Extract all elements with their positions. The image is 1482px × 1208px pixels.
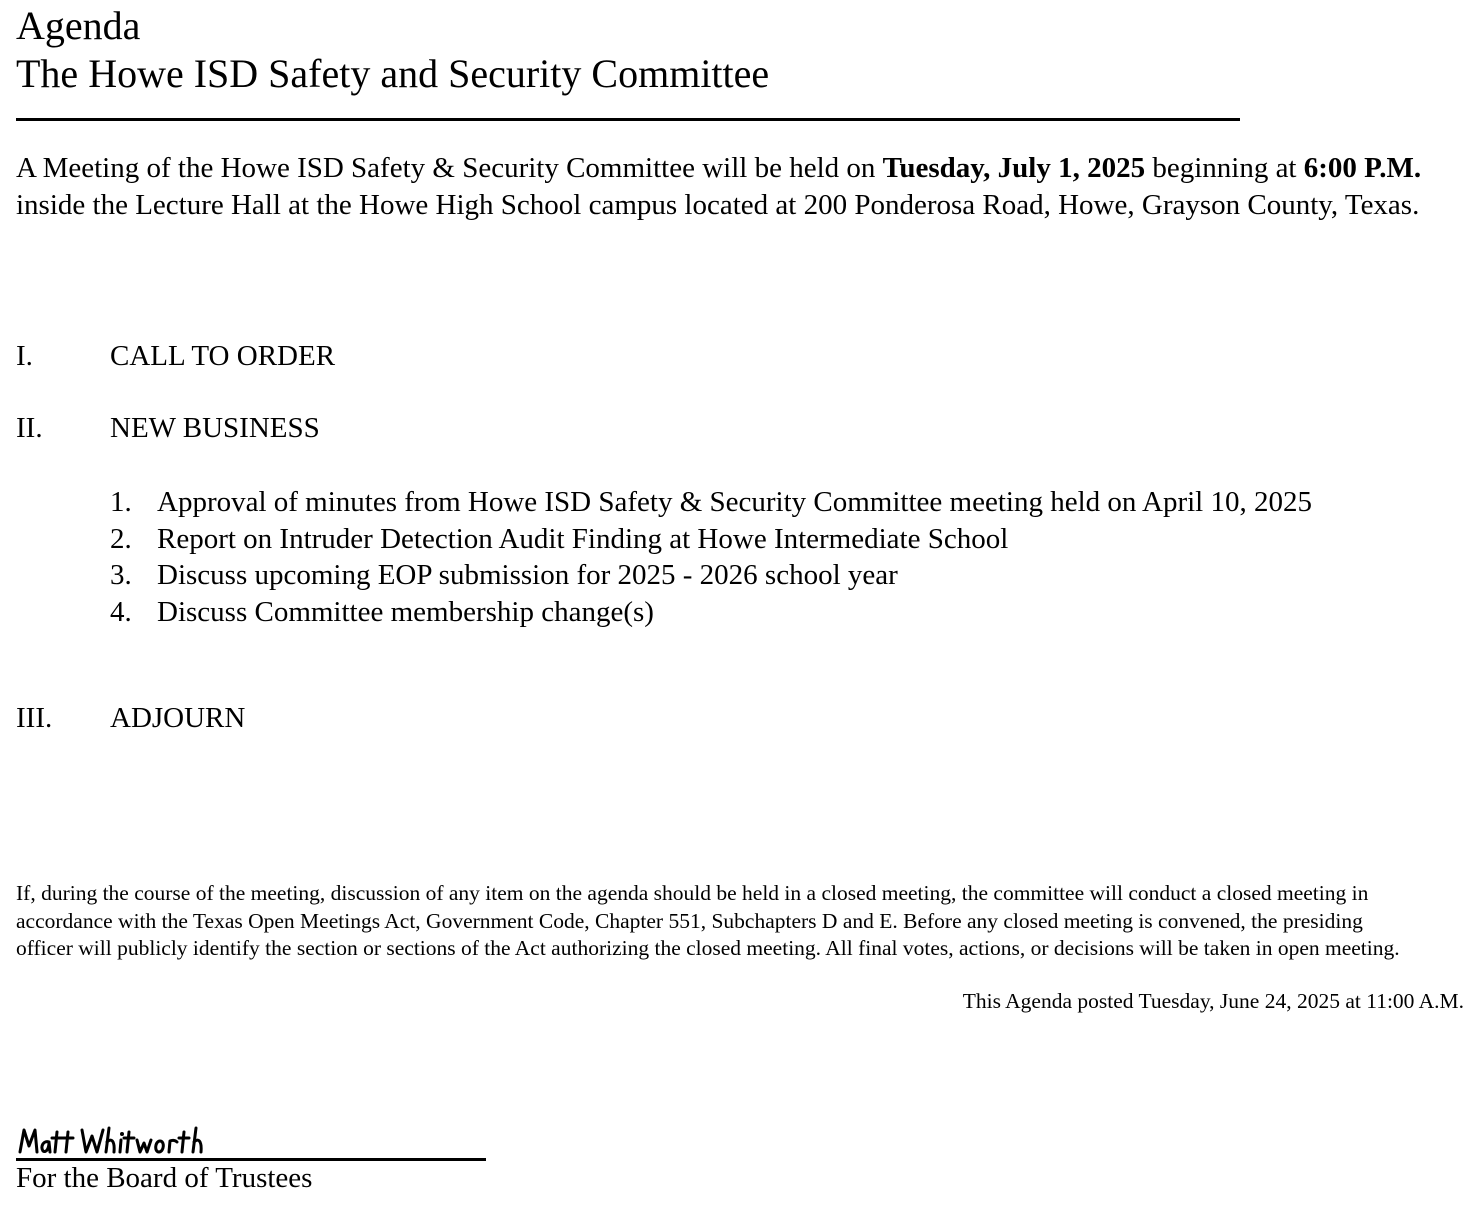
item-number: 1. bbox=[110, 486, 132, 518]
posted-date: This Agenda posted Tuesday, June 24, 2025 at 11:00 A.M. bbox=[962, 989, 1464, 1013]
item-number: 3. bbox=[110, 559, 132, 591]
section-numeral: III. bbox=[16, 702, 53, 734]
signature-line bbox=[16, 1122, 486, 1161]
item-text: Discuss Committee membership change(s) bbox=[157, 595, 654, 628]
signature-caption: For the Board of Trustees bbox=[16, 1162, 313, 1194]
meeting-intro-paragraph bbox=[16, 150, 1456, 223]
item-text: Approval of minutes from Howe ISD Safety & Security Committee meeting held on April 10, 2025 bbox=[157, 486, 1312, 518]
intro-text-2: beginning at bbox=[1145, 152, 1304, 184]
section-label: NEW BUSINESS bbox=[110, 412, 320, 444]
section-label: CALL TO ORDER bbox=[110, 340, 336, 372]
list-item bbox=[110, 594, 1312, 631]
item-number: 2. bbox=[110, 522, 132, 555]
closed-meeting-notice: If, during the course of the meeting, discussion of any item on the agenda should be held in a closed meeting, the committee will conduct a closed meeting in accordance with the Texas Open Meetings Act, Government Code, Chapter 551, Subchapters D and E. Before any closed meeting is convened, the presiding officer will publicly identify the section or sections of the Act authorizing the closed meeting. All final votes, actions, or decisions will be taken in open meeting. bbox=[16, 881, 1400, 960]
title-divider bbox=[16, 118, 1240, 121]
meeting-date: Tuesday, July 1, 2025 bbox=[882, 152, 1146, 184]
section-numeral: I. bbox=[16, 340, 33, 372]
item-text: Discuss upcoming EOP submission for 2025 - 2026 school year bbox=[157, 559, 898, 591]
new-business-list bbox=[110, 484, 1312, 630]
item-number: 4. bbox=[110, 595, 132, 628]
intro-text-3: inside the Lecture Hall at the Howe High School campus located at 200 Ponderosa Road, Howe, Grayson County, Texas. bbox=[16, 188, 1420, 221]
list-item bbox=[110, 557, 1312, 594]
committee-title: The Howe ISD Safety and Security Committee bbox=[16, 51, 770, 96]
item-text: Report on Intruder Detection Audit Finding at Howe Intermediate School bbox=[157, 522, 1009, 555]
intro-text-1: A Meeting of the Howe ISD Safety & Security Committee will be held on bbox=[16, 152, 883, 184]
section-numeral: II. bbox=[16, 412, 43, 444]
section-label: ADJOURN bbox=[110, 702, 246, 734]
agenda-title: Agenda bbox=[16, 3, 141, 48]
list-item bbox=[110, 484, 1312, 521]
meeting-time: 6:00 P.M. bbox=[1303, 152, 1422, 184]
handwritten-signature-icon bbox=[16, 1122, 236, 1158]
list-item bbox=[110, 521, 1312, 558]
